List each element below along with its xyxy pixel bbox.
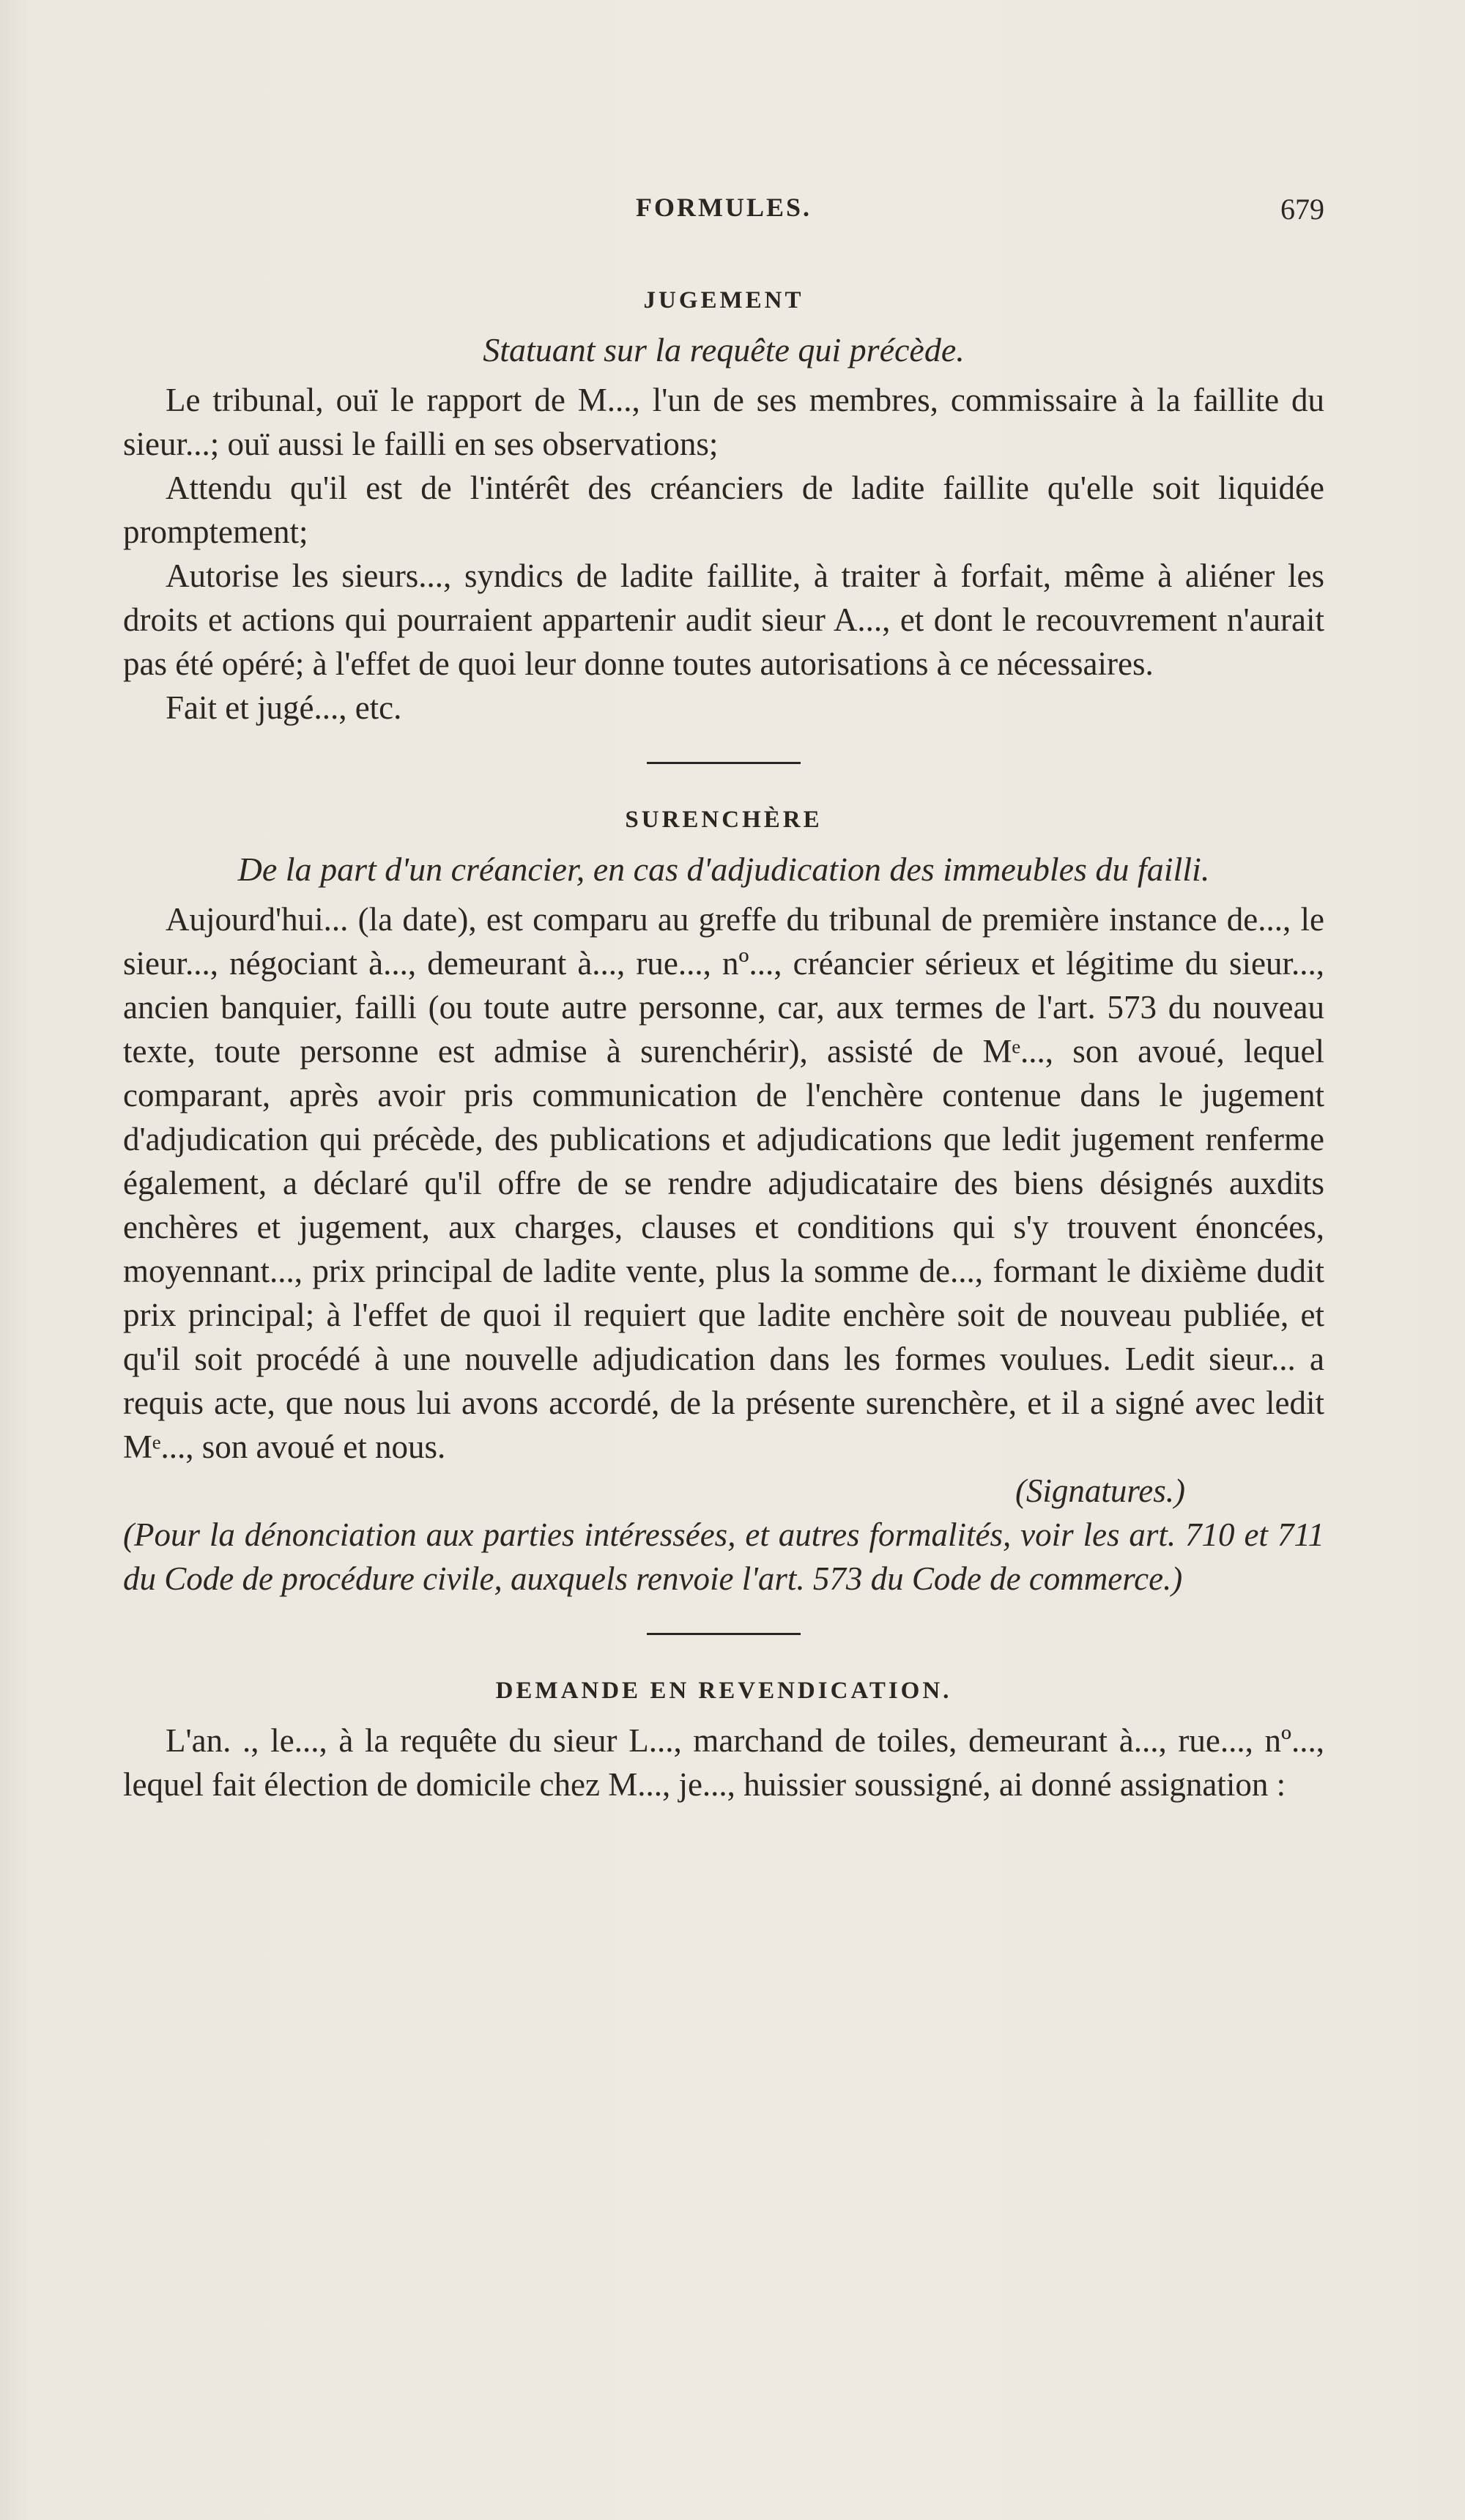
paragraph: Attendu qu'il est de l'intérêt des créanciers de ladite faillite qu'elle soit liquidée promptement; xyxy=(123,470,1324,550)
section-heading: DEMANDE EN REVENDICATION. xyxy=(495,1678,952,1704)
section-heading: JUGEMENT xyxy=(643,287,804,314)
signature-line: (Signatures.) xyxy=(1015,1472,1185,1509)
running-header xyxy=(123,192,1324,236)
paragraph: Autorise les sieurs..., syndics de ladite faillite, à traiter à forfait, même à aliéner les droits et actions qui pourraient appartenir audit sieur A..., et dont le recouvrement n'aurait pas été opéré; à l'effet de quoi leur donne toutes autorisations à ce nécessaires. xyxy=(123,557,1324,682)
paragraph: L'an. ., le..., à la requête du sieur L..., marchand de toiles, demeurant à..., rue..., nº..., lequel fait élection de domicile chez M..., je..., huissier soussigné, ai donné assignation : xyxy=(123,1722,1324,1803)
paragraph: Aujourd'hui... (la date), est comparu au greffe du tribunal de première instance de..., le sieur..., négociant à..., demeurant à..., rue..., nº..., créancier sérieux et légitime du sieur..., ancien banquier, failli (ou toute autre personne, car, aux termes de l'art. 573 du nouveau texte, toute personne est admise à surenchérir), assisté de Mᵉ..., son avoué, lequel comparant, après avoir pris communication de l'enchère contenue dans le jugement d'adjudication qui précède, des publications et adjudications que ledit jugement renferme également, a déclaré qu'il offre de se rendre adjudicataire des biens désignés auxdits enchères et jugement, aux charges, clauses et conditions qui s'y trouvent énoncées, moyennant..., prix principal de ladite vente, plus la somme de..., formant le dixième dudit prix principal; à l'effet de quoi il requiert que ladite enchère soit de nouveau publiée, et qu'il soit procédé à une nouvelle adjudication dans les formes voulues. Ledit sieur... a requis acte, que nous lui avons accordé, de la présente surenchère, et il a signé avec ledit Mᵉ..., son avoué et nous. xyxy=(123,901,1324,1465)
section-heading: SURENCHÈRE xyxy=(625,807,823,833)
page-number: 679 xyxy=(1280,193,1324,226)
section-subtitle: Statuant sur la requête qui précède. xyxy=(483,331,965,368)
running-title: FORMULES. xyxy=(635,193,812,222)
section-subtitle: De la part d'un créancier, en cas d'adjudication des immeubles du failli. xyxy=(237,850,1210,888)
section-divider xyxy=(647,1633,801,1635)
section-surenchere xyxy=(123,798,1324,1601)
section-jugement xyxy=(123,278,1324,730)
page-content xyxy=(123,278,1324,1806)
section-divider xyxy=(647,762,801,764)
paragraph: Fait et jugé..., etc. xyxy=(166,689,402,726)
procedure-note-text: (Pour la dénonciation aux parties intéressées, et autres formalités, voir les art. 710 et 711 du Code de procédure civile, auxquels renvoie l'art. 573 du Code de commerce.) xyxy=(123,1516,1324,1597)
paragraph: Le tribunal, ouï le rapport de M..., l'un de ses membres, commissaire à la faillite du sieur...; ouï aussi le failli en ses observations; xyxy=(123,382,1324,462)
section-demande-revendication xyxy=(123,1669,1324,1806)
procedure-note xyxy=(123,1513,1324,1601)
